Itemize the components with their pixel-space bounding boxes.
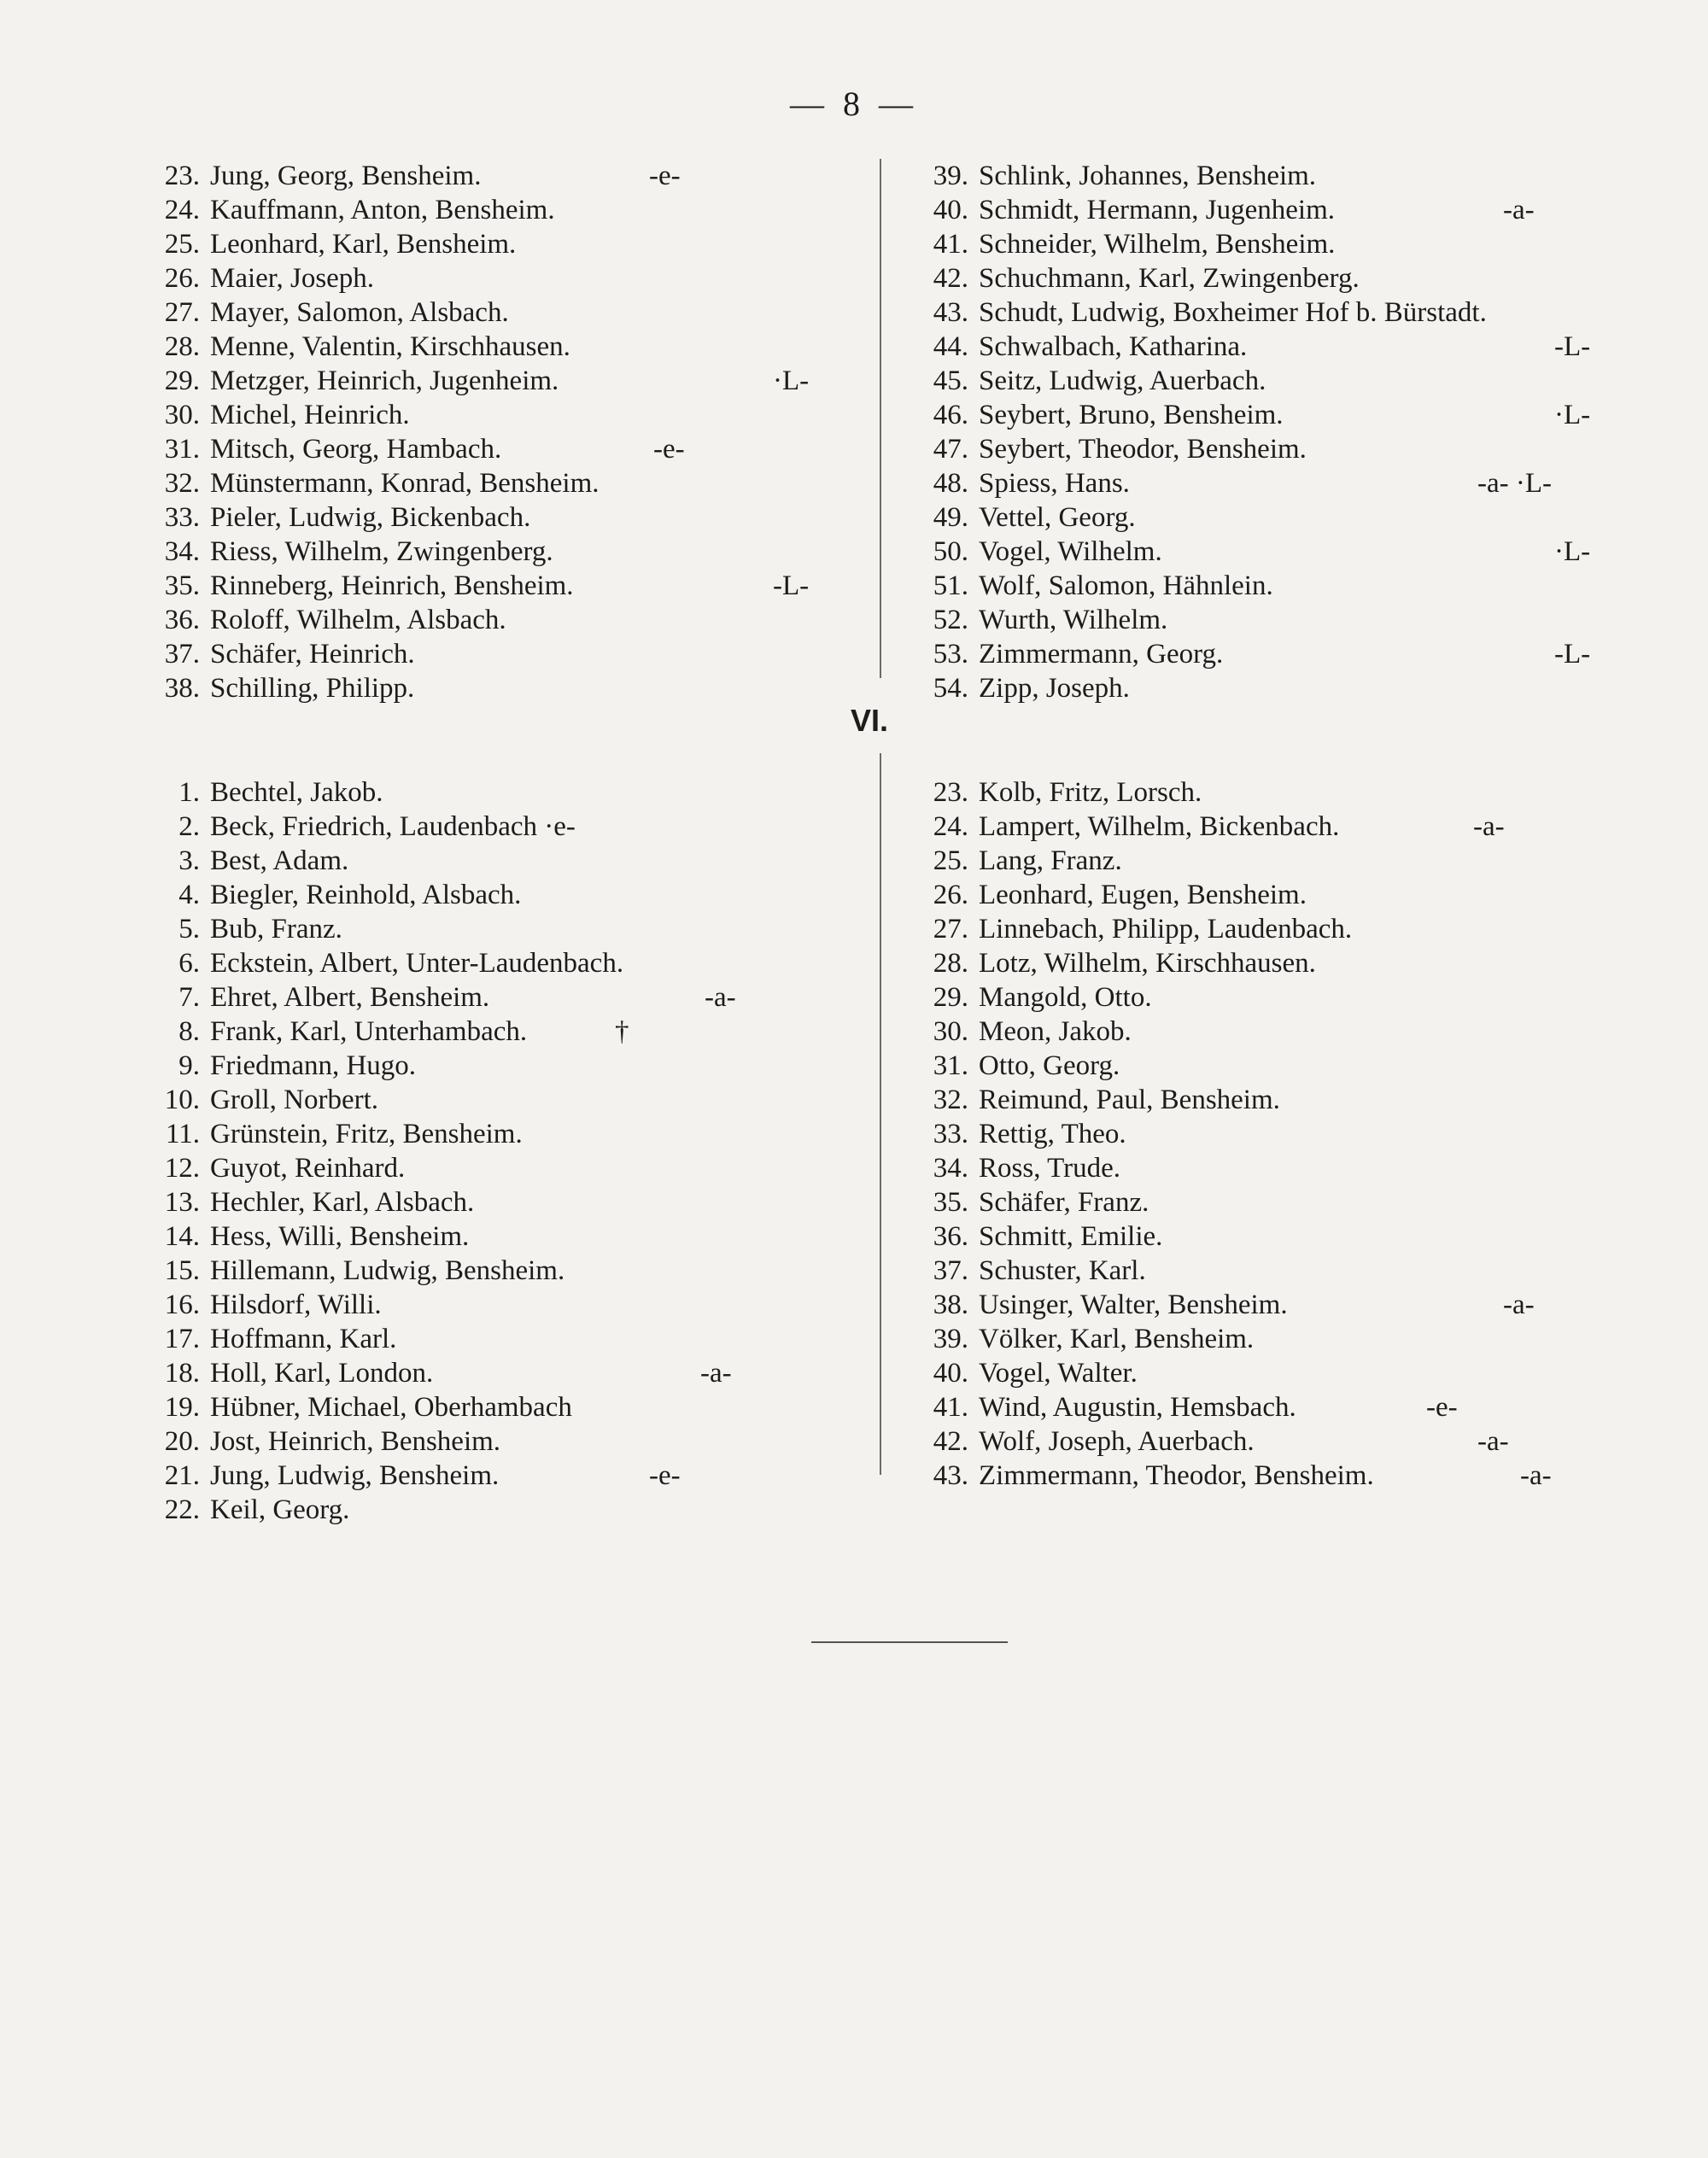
entry-name: Lotz, Wilhelm, Kirschhausen. [979,948,1316,979]
entry-number: 43. [933,1460,968,1491]
entry-name: Hess, Willi, Bensheim. [210,1221,470,1252]
list-entry [137,295,623,330]
entry-mark: -a- ·L- [1477,468,1553,499]
list-entry [905,912,1487,946]
entry-number: 36. [933,1221,968,1252]
entry-number: 2. [178,811,200,842]
entry-name: Vettel, Georg. [979,502,1136,533]
column-divider-top [880,159,881,678]
entry-name: Lampert, Wilhelm, Bickenbach. [979,811,1340,842]
entry-name: Schneider, Wilhelm, Bensheim. [979,229,1336,260]
entry-number: 33. [933,1119,968,1149]
list-entry [905,330,1591,364]
entry-number: 24. [164,195,200,225]
list-entry [905,1219,1487,1254]
entry-mark: -L- [1554,639,1591,670]
list-entry [905,1151,1487,1185]
list-entry [905,227,1487,261]
entry-name: Keil, Georg. [210,1494,350,1525]
entry-number: 33. [164,502,200,533]
entry-number: 46. [933,400,968,430]
entry-number: 36. [164,605,200,635]
entry-name: Reimund, Paul, Bensheim. [979,1085,1280,1115]
left-column [137,159,810,1527]
entry-name: Guyot, Reinhard. [210,1153,406,1184]
page-number: — 8 — [790,85,918,123]
entry-mark: ·L- [1554,536,1591,567]
entry-number: 41. [933,229,968,260]
right-list-top [905,159,1591,705]
entry-name: Pieler, Ludwig, Bickenbach. [210,502,531,533]
entry-number: 37. [164,639,200,670]
entry-name: Wolf, Salomon, Hähnlein. [979,570,1273,601]
entry-name: Grünstein, Fritz, Bensheim. [210,1119,523,1149]
entry-number: 43. [933,297,968,328]
list-entry [905,671,1487,705]
list-entry [137,1219,623,1254]
entry-name: Michel, Heinrich. [210,400,410,430]
list-entry [905,159,1487,193]
list-entry [137,261,623,295]
entry-name: Schudt, Ludwig, Boxheimer Hof b. Bürstadt. [979,297,1487,328]
list-entry [137,878,623,912]
entry-name: Mitsch, Georg, Hambach. [210,434,502,465]
list-entry [905,1390,1487,1424]
entry-number: 4. [178,880,200,910]
entry-mark: -L- [773,570,810,601]
entry-number: 50. [933,536,968,567]
entry-number: 7. [178,982,200,1013]
list-entry [905,1015,1487,1049]
column-divider-bottom [880,753,881,1475]
entry-name: Hilsdorf, Willi. [210,1290,382,1320]
entry-name: Friedmann, Hugo. [210,1050,417,1081]
entry-number: 42. [933,1426,968,1457]
list-entry [137,844,623,878]
entry-name: Münstermann, Konrad, Bensheim. [210,468,600,499]
entry-name: Schilling, Philipp. [210,673,415,704]
list-entry [137,1390,623,1424]
entry-name: Menne, Valentin, Kirschhausen. [210,331,570,362]
entry-number: 8. [178,1016,200,1047]
entry-number: 48. [933,468,968,499]
list-entry [137,1185,623,1219]
list-entry [137,1322,623,1356]
entry-number: 34. [933,1153,968,1184]
entry-name: Riess, Wilhelm, Zwingenberg. [210,536,553,567]
list-entry [905,1424,1509,1459]
entry-name: Metzger, Heinrich, Jugenheim. [210,366,559,396]
entry-number: 23. [164,161,200,191]
list-entry [905,1049,1487,1083]
list-entry [137,810,623,844]
list-entry [905,1083,1487,1117]
list-entry [137,330,623,364]
entry-number: 39. [933,161,968,191]
list-entry [137,980,736,1015]
entry-number: 5. [178,914,200,944]
entry-number: 25. [933,845,968,876]
entry-number: 3. [178,845,200,876]
entry-number: 17. [164,1324,200,1354]
entry-name: Lang, Franz. [979,845,1122,876]
entry-number: 23. [933,777,968,808]
list-entry [137,1493,623,1527]
list-entry [137,1049,623,1083]
entry-number: 42. [933,263,968,294]
list-entry [137,946,623,980]
entry-mark: -a- [700,1358,732,1389]
list-entry [905,844,1487,878]
list-entry [905,535,1591,569]
entry-number: 51. [933,570,968,601]
list-entry [137,398,623,432]
entry-name: Seybert, Bruno, Bensheim. [979,400,1284,430]
entry-name: Schlink, Johannes, Bensheim. [979,161,1317,191]
entry-name: Jung, Georg, Bensheim. [210,161,482,191]
list-entry [905,1117,1487,1151]
entry-number: 30. [164,400,200,430]
list-entry [905,364,1487,398]
entry-mark: ·L- [1554,400,1591,430]
entry-mark: -a- [705,982,736,1013]
entry-mark: -a- [1503,1290,1535,1320]
list-entry [137,671,623,705]
list-entry [137,1288,623,1322]
entry-name: Roloff, Wilhelm, Alsbach. [210,605,506,635]
entry-number: 49. [933,502,968,533]
list-entry [905,295,1487,330]
list-entry [137,500,623,535]
entry-number: 27. [164,297,200,328]
entry-name: Holl, Karl, London. [210,1358,434,1389]
entry-name: Schuchmann, Karl, Zwingenberg. [979,263,1360,294]
entry-name: Best, Adam. [210,845,349,876]
list-entry [905,810,1505,844]
section-gap [137,705,623,775]
entry-name: Hechler, Karl, Alsbach. [210,1187,475,1218]
entry-name: Schwalbach, Katharina. [979,331,1248,362]
list-entry [137,912,623,946]
entry-number: 38. [164,673,200,704]
entry-name: Vogel, Walter. [979,1358,1138,1389]
list-entry [137,775,623,810]
entry-name: Hübner, Michael, Oberhambach [210,1392,572,1423]
entry-name: Seitz, Ludwig, Auerbach. [979,366,1266,396]
entry-name: Zipp, Joseph. [979,673,1130,704]
left-list-bottom [137,775,736,1527]
entry-number: 32. [933,1085,968,1115]
entry-number: 47. [933,434,968,465]
entry-name: Meon, Jakob. [979,1016,1132,1047]
entry-number: 45. [933,366,968,396]
entry-name: Otto, Georg. [979,1050,1120,1081]
entry-name: Groll, Norbert. [210,1085,379,1115]
list-entry [137,569,810,603]
entry-number: 29. [933,982,968,1013]
entry-name: Bechtel, Jakob. [210,777,383,808]
entry-name: Bub, Franz. [210,914,342,944]
entry-number: 27. [933,914,968,944]
entry-number: 21. [164,1460,200,1491]
list-entry [137,1117,623,1151]
entry-name: Linnebach, Philipp, Laudenbach. [979,914,1353,944]
entry-name: Maier, Joseph. [210,263,375,294]
list-entry [137,227,623,261]
entry-name: Kauffmann, Anton, Bensheim. [210,195,555,225]
entry-name: Beck, Friedrich, Laudenbach ·e- [210,811,576,842]
list-entry [137,535,623,569]
entry-number: 9. [178,1050,200,1081]
entry-number: 14. [164,1221,200,1252]
entry-number: 40. [933,1358,968,1389]
entry-number: 35. [933,1187,968,1218]
section-label: VI. [851,703,889,738]
entry-number: 22. [164,1494,200,1525]
entry-name: Wurth, Wilhelm. [979,605,1168,635]
entry-mark: † [615,1016,629,1047]
entry-mark: -L- [1554,331,1591,362]
entry-mark: -a- [1477,1426,1509,1457]
entry-number: 31. [164,434,200,465]
entry-number: 41. [933,1392,968,1423]
entry-number: 26. [164,263,200,294]
entry-name: Eckstein, Albert, Unter-Laudenbach. [210,948,624,979]
entry-name: Hillemann, Ludwig, Bensheim. [210,1255,565,1286]
list-entry [905,637,1591,671]
list-entry [137,1459,681,1493]
entry-number: 44. [933,331,968,362]
list-entry [137,603,623,637]
list-entry [905,432,1487,466]
entry-mark: -a- [1473,811,1505,842]
entry-name: Zimmermann, Theodor, Bensheim. [979,1460,1374,1491]
entry-name: Leonhard, Eugen, Bensheim. [979,880,1307,910]
entry-number: 28. [164,331,200,362]
entry-mark: -a- [1520,1460,1552,1491]
list-entry [137,1015,629,1049]
entry-name: Biegler, Reinhold, Alsbach. [210,880,522,910]
entry-number: 10. [164,1085,200,1115]
entry-name: Ehret, Albert, Bensheim. [210,982,490,1013]
entry-number: 24. [933,811,968,842]
entry-number: 35. [164,570,200,601]
list-entry [905,569,1487,603]
list-entry [137,466,623,500]
entry-number: 12. [164,1153,200,1184]
entry-number: 31. [933,1050,968,1081]
entry-name: Wind, Augustin, Hemsbach. [979,1392,1296,1423]
entry-name: Schmidt, Hermann, Jugenheim. [979,195,1336,225]
entry-number: 28. [933,948,968,979]
entry-number: 53. [933,639,968,670]
list-entry [905,1254,1487,1288]
entry-number: 40. [933,195,968,225]
entry-mark: -e- [1426,1392,1458,1423]
entry-name: Vogel, Wilhelm. [979,536,1162,567]
list-entry [905,878,1487,912]
entry-number: 26. [933,880,968,910]
entry-name: Seybert, Theodor, Bensheim. [979,434,1307,465]
entry-number: 37. [933,1255,968,1286]
list-entry [137,432,685,466]
list-entry [137,637,623,671]
entry-name: Jung, Ludwig, Bensheim. [210,1460,500,1491]
list-entry [905,946,1487,980]
entry-number: 38. [933,1290,968,1320]
entry-name: Rettig, Theo. [979,1119,1126,1149]
entry-number: 18. [164,1358,200,1389]
entry-number: 11. [165,1119,200,1149]
entry-name: Schuster, Karl. [979,1255,1146,1286]
entry-number: 52. [933,605,968,635]
list-entry [905,1322,1487,1356]
entry-number: 25. [164,229,200,260]
entry-mark: -e- [649,161,681,191]
list-entry [905,1185,1487,1219]
right-column [905,159,1591,1493]
entry-number: 6. [178,948,200,979]
list-entry [137,1151,623,1185]
right-list-bottom [905,775,1552,1493]
list-entry [905,261,1487,295]
entry-name: Mangold, Otto. [979,982,1152,1013]
list-entry [137,1424,623,1459]
entry-number: 16. [164,1290,200,1320]
list-entry [137,193,623,227]
entry-number: 30. [933,1016,968,1047]
horizontal-rule [811,1641,1008,1643]
entry-name: Schäfer, Heinrich. [210,639,415,670]
entry-mark: -a- [1503,195,1535,225]
entry-mark: ·L- [773,366,810,396]
entry-number: 54. [933,673,968,704]
list-entry [137,1083,623,1117]
entry-name: Kolb, Fritz, Lorsch. [979,777,1202,808]
entry-number: 15. [164,1255,200,1286]
list-entry [137,1356,732,1390]
list-entry [905,466,1553,500]
entry-name: Wolf, Joseph, Auerbach. [979,1426,1255,1457]
list-entry [905,193,1535,227]
entry-name: Frank, Karl, Unterhambach. [210,1016,528,1047]
entry-mark: -e- [653,434,685,465]
entry-name: Mayer, Salomon, Alsbach. [210,297,509,328]
list-entry [137,1254,623,1288]
section-gap [905,705,1487,775]
list-entry [137,159,681,193]
entry-name: Schmitt, Emilie. [979,1221,1163,1252]
entry-number: 19. [164,1392,200,1423]
entry-number: 20. [164,1426,200,1457]
entry-name: Spiess, Hans. [979,468,1130,499]
entry-name: Leonhard, Karl, Bensheim. [210,229,517,260]
list-entry [905,980,1487,1015]
entry-number: 32. [164,468,200,499]
entry-name: Schäfer, Franz. [979,1187,1149,1218]
list-entry [137,364,810,398]
entry-name: Rinneberg, Heinrich, Bensheim. [210,570,574,601]
list-entry [905,500,1487,535]
entry-name: Jost, Heinrich, Bensheim. [210,1426,501,1457]
list-entry [905,603,1487,637]
entry-name: Usinger, Walter, Bensheim. [979,1290,1288,1320]
entry-name: Zimmermann, Georg. [979,639,1224,670]
list-entry [905,1356,1487,1390]
entry-number: 29. [164,366,200,396]
entry-name: Ross, Trude. [979,1153,1120,1184]
list-entry [905,398,1591,432]
entry-name: Völker, Karl, Bensheim. [979,1324,1255,1354]
entry-number: 34. [164,536,200,567]
entry-number: 1. [178,777,200,808]
entry-mark: -e- [649,1460,681,1491]
entry-number: 13. [164,1187,200,1218]
entry-name: Hoffmann, Karl. [210,1324,397,1354]
entry-number: 39. [933,1324,968,1354]
list-entry [905,1288,1535,1322]
list-entry [905,775,1487,810]
list-entry [905,1459,1552,1493]
left-list-top [137,159,810,705]
